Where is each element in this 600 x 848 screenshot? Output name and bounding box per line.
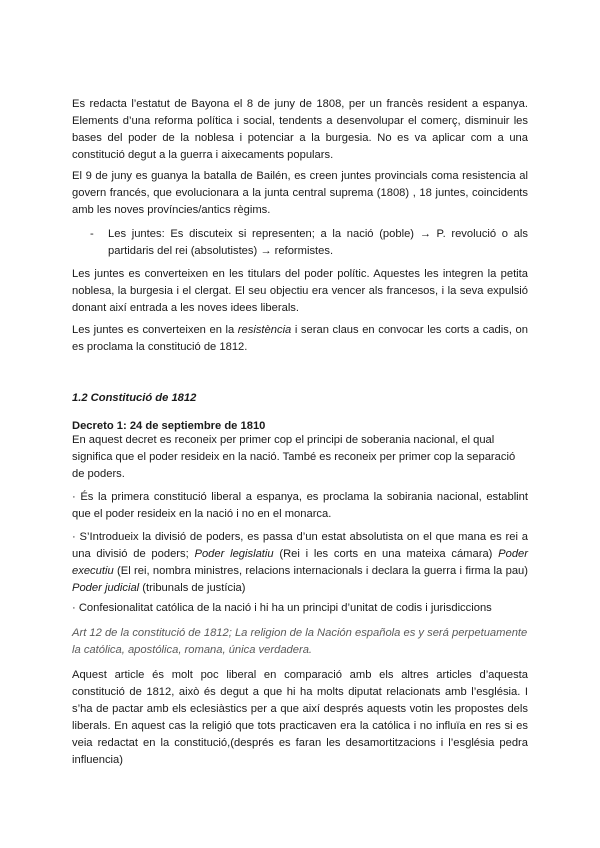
- resistencia-term: resistència: [237, 324, 292, 336]
- decree-text: En aquest decret es reconeix per primer cop el principi de soberania nacional, el qual significa que el poder resideix en la nació. També es reconeix per primer cop la separació de poders.: [72, 434, 516, 480]
- point-confesionalitat: · Confesionalitat católica de la nació i hi ha un principi d’unitat de codis i jurisdiccions: [72, 602, 492, 614]
- point-liberal: · És la primera constitució liberal a espanya, es proclama la sobirania nacional, establint que el poder resideix en la nació i no en el monarca.: [72, 491, 528, 520]
- paragraph-article-analysis: Aquest article és molt poc liberal en comparació amb els altres articles d’aquesta constitució de 1812, això és degut a que hi ha molts diputat relacionats amb l’església. I s’ha de pactar amb els eclesiàstics per a que així després aquests votin les propostes dels liberals. En aquest cas la religió que tots practicaven era la católica i no influïa en res si es veia redactat en la constitució,(després es faran les desamortitzacions i l’església pedra influencia): [72, 669, 528, 766]
- bullet-juntes: Les juntes: Es discuteix si representen; a la nació (poble) → P. revolució o als partidaris del rei (absolutistes) → reformistes.: [108, 228, 528, 257]
- paragraph-bailen: El 9 de juny es guanya la batalla de Bailén, es creen juntes provincials coma resistencia al govern francés, que evolucionara a la junta central suprema (1808) , 18 juntes, coincidents amb les noves províncies/antics règims.: [72, 170, 528, 216]
- paragraph-bayona: Es redacta l’estatut de Bayona el 8 de juny de 1808, per un francès resident a espanya. Elements d’una reforma política i social, tendents a desenvolupar el comerç, disminuir les bases del poder de la noblesa i potenciar a la burgesia. No es va aplicar com a una constitució degut a la guerra i aixecaments populars.: [72, 98, 528, 161]
- paragraph-resistencia: Les juntes es converteixen en la resistència i seran claus en convocar les corts a cadis, on es proclama la constitució de 1812.: [72, 324, 528, 353]
- bullet-marker: -: [90, 228, 94, 240]
- poder-legislatiu: Poder legislatiu: [194, 548, 274, 560]
- article-12-quote: Art 12 de la constitució de 1812; La religion de la Nación española es y será perpetuamente la católica, apostólica, romana, única verdadera.: [72, 627, 528, 656]
- poder-executiu: Poder executiu: [72, 548, 528, 577]
- poder-judicial: Poder judicial: [72, 582, 140, 594]
- section-heading: 1.2 Constitució de 1812: [72, 392, 197, 404]
- point-divisio-poders: · S’Introdueix la divisió de poders, es passa d’un estat absolutista on el que mana es rei a una divisió de poders; Poder legislatiu (Rei i les corts en una mateixa cámara) Poder executiu (El rei, nombra ministres, relacions internacionals i declara la guerra i firma la pau) Poder judicial (tribunals de justícia): [72, 531, 528, 594]
- paragraph-juntes-poder: Les juntes es converteixen en les titulars del poder polític. Aquestes les integren la petita noblesa, la burgesia i el clergat. El seu objectiu era vencer als francesos, i la seva expulsió donant així entrada a les noves idees liberals.: [72, 268, 528, 314]
- decree-title: Decreto 1: 24 de septiembre de 1810: [72, 420, 266, 432]
